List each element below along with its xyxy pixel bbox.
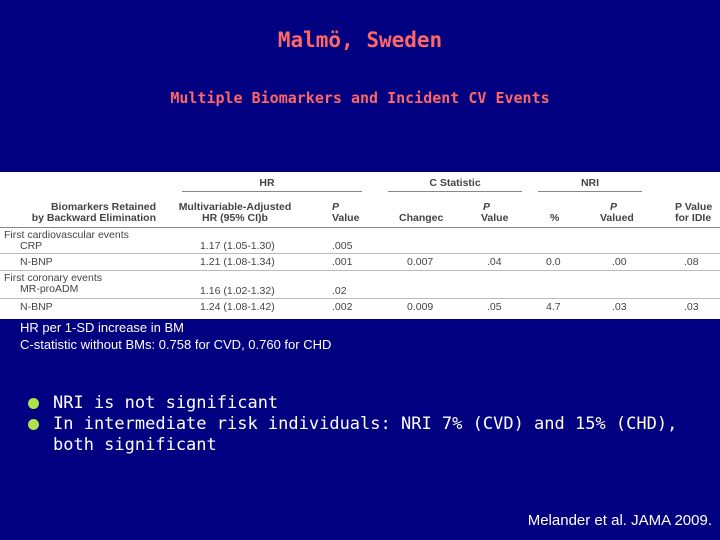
- col-header-biomarkers-2: by Backward Elimination: [31, 212, 156, 224]
- table-notes: [0, 319, 720, 359]
- bullet-dot-icon: [28, 398, 39, 409]
- group-header-cstat: C Statistic: [429, 177, 481, 189]
- table-row-hr: 1.21 (1.08-1.34): [200, 256, 275, 268]
- col-header-hr-1: Multivariable-Adjusted: [178, 201, 292, 213]
- table-row-pidi: .08: [684, 256, 699, 268]
- col-header-change: Changec: [399, 212, 444, 224]
- table-row-p: .002: [332, 301, 353, 313]
- group-header-hr: HR: [259, 177, 275, 189]
- bullet-item: [28, 393, 708, 414]
- col-header-p3-1: P: [610, 201, 618, 213]
- table-row-hr: 1.16 (1.02-1.32): [200, 285, 275, 297]
- col-header-p3-2: Valued: [600, 212, 634, 224]
- table-row-p3: .03: [612, 301, 627, 313]
- table-row-change: 0.009: [407, 301, 434, 313]
- table-row-pct: 4.7: [546, 301, 561, 313]
- table-row-marker: N-BNP: [20, 301, 53, 313]
- table-row-p: .02: [332, 285, 347, 297]
- group-header-nri: NRI: [580, 177, 600, 189]
- col-header-hr-2: HR (95% CI)b: [202, 212, 268, 224]
- citation: Melander et al. JAMA 2009.: [527, 512, 712, 529]
- table-row-hr: 1.24 (1.08-1.42): [200, 301, 275, 313]
- col-header-pidi-2: for IDIe: [675, 212, 712, 224]
- table-row-hr: 1.17 (1.05-1.30): [200, 240, 275, 252]
- table-row-p2: .05: [487, 301, 502, 313]
- results-table: [0, 172, 720, 319]
- col-header-p1-1: P: [332, 201, 340, 213]
- section-label: First coronary events: [4, 272, 103, 284]
- section-label: First cardiovascular events: [4, 229, 129, 241]
- bullet-item: [28, 414, 708, 456]
- table-row-marker: N-BNP: [20, 256, 53, 268]
- col-header-p1-2: Value: [332, 212, 360, 224]
- col-header-pidi-1: P Value: [675, 201, 713, 213]
- col-header-p2-2: Value: [481, 212, 509, 224]
- col-header-pct: %: [550, 212, 560, 224]
- table-row-p2: .04: [487, 256, 502, 268]
- bullet-list: [28, 393, 708, 456]
- bullet-text: NRI is not significant: [53, 393, 279, 413]
- table-row-p3: .00: [612, 256, 627, 268]
- table-row-p: .005: [332, 240, 353, 252]
- table-row-pct: 0.0: [546, 256, 561, 268]
- col-header-biomarkers-1: Biomarkers Retained: [50, 201, 156, 213]
- col-header-p2-1: P: [483, 201, 491, 213]
- table-row-pidi: .03: [684, 301, 699, 313]
- table-row-marker: CRP: [20, 240, 43, 252]
- note-line-1: HR per 1-SD increase in BM: [20, 320, 184, 335]
- table-row-change: 0.007: [407, 256, 434, 268]
- bullet-dot-icon: [28, 419, 39, 430]
- table-row-marker: MR-proADM: [20, 283, 79, 295]
- bullet-text: In intermediate risk individuals: NRI 7% (CVD) and 15% (CHD), both significant: [53, 414, 678, 455]
- table-row-p: .001: [332, 256, 353, 268]
- note-line-2: C-statistic without BMs: 0.758 for CVD, 0.760 for CHD: [20, 337, 332, 352]
- slide-title: Malmö, Sweden: [277, 28, 443, 52]
- slide-subtitle: Multiple Biomarkers and Incident CV Events: [170, 89, 550, 107]
